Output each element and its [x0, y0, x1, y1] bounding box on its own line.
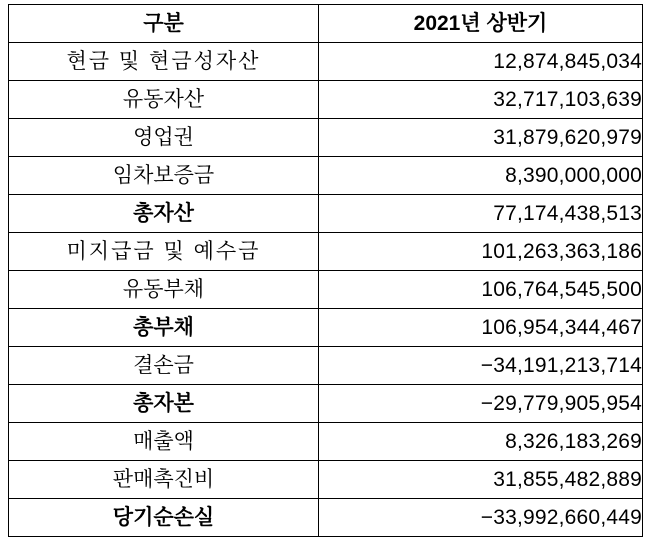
- row-label: 총자본: [9, 385, 319, 423]
- row-value: −33,992,660,449: [319, 499, 643, 537]
- table-body: [9, 43, 643, 537]
- row-value: 8,326,183,269: [319, 423, 643, 461]
- table-header-row: [9, 5, 643, 43]
- row-value: 106,954,344,467: [319, 309, 643, 347]
- row-value: 32,717,103,639: [319, 81, 643, 119]
- table-row: [9, 81, 643, 119]
- row-label: 현금 및 현금성자산: [9, 43, 319, 81]
- row-value: 31,855,482,889: [319, 461, 643, 499]
- row-label: 영업권: [9, 119, 319, 157]
- row-value: −34,191,213,714: [319, 347, 643, 385]
- table-header: [9, 5, 643, 43]
- table-row: [9, 233, 643, 271]
- table-row: [9, 499, 643, 537]
- row-label: 총부채: [9, 309, 319, 347]
- row-label: 당기순손실: [9, 499, 319, 537]
- row-value: −29,779,905,954: [319, 385, 643, 423]
- table-row: [9, 423, 643, 461]
- row-label: 유동자산: [9, 81, 319, 119]
- table-row: [9, 271, 643, 309]
- row-value: 12,874,845,034: [319, 43, 643, 81]
- row-label: 판매촉진비: [9, 461, 319, 499]
- row-label: 임차보증금: [9, 157, 319, 195]
- column-header-label: 구분: [9, 5, 319, 43]
- row-label: 미지급금 및 예수금: [9, 233, 319, 271]
- table-row: [9, 461, 643, 499]
- table-row: [9, 119, 643, 157]
- row-value: 8,390,000,000: [319, 157, 643, 195]
- row-value: 77,174,438,513: [319, 195, 643, 233]
- table-row: [9, 43, 643, 81]
- table-row: [9, 157, 643, 195]
- row-value: 31,879,620,979: [319, 119, 643, 157]
- row-label: 매출액: [9, 423, 319, 461]
- row-label: 총자산: [9, 195, 319, 233]
- row-label: 유동부채: [9, 271, 319, 309]
- table-row: [9, 385, 643, 423]
- row-value: 106,764,545,500: [319, 271, 643, 309]
- row-value: 101,263,363,186: [319, 233, 643, 271]
- column-header-value: 2021년 상반기: [319, 5, 643, 43]
- row-label: 결손금: [9, 347, 319, 385]
- financial-summary-table: [8, 4, 643, 537]
- table-row: [9, 195, 643, 233]
- table-row: [9, 347, 643, 385]
- table-row: [9, 309, 643, 347]
